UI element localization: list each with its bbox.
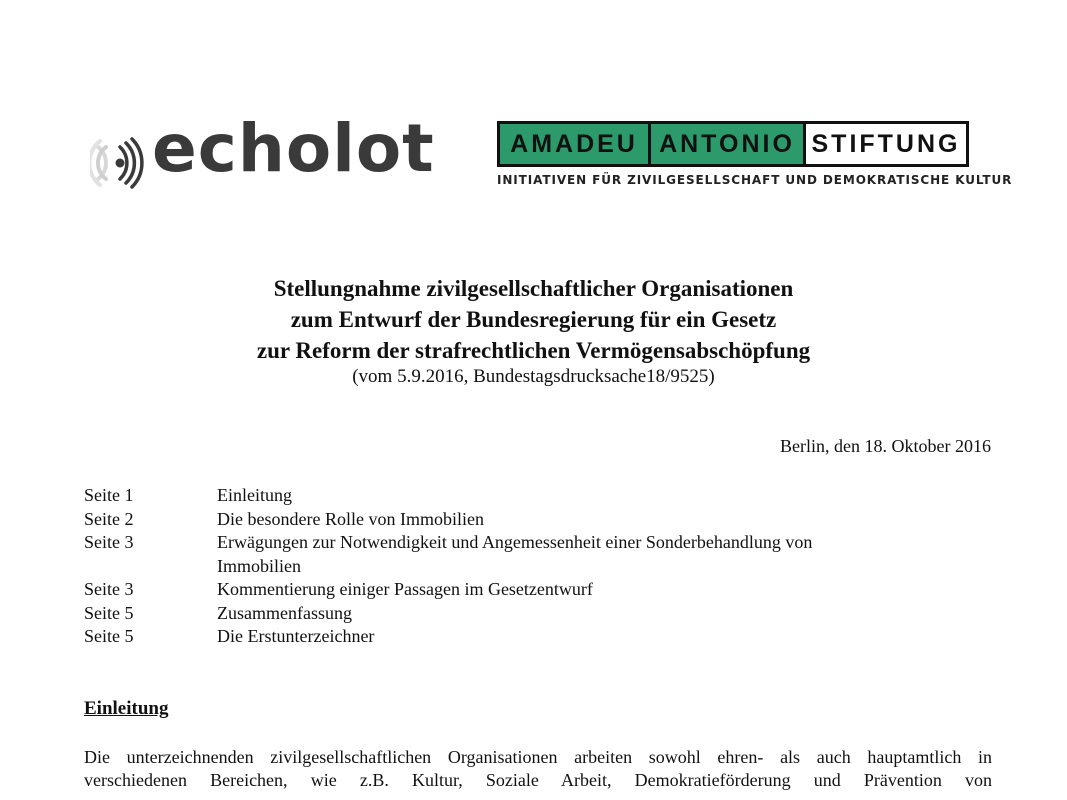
echolot-wordmark: echolot (152, 110, 435, 187)
document-date: Berlin, den 18. Oktober 2016 (780, 436, 991, 456)
toc-row (84, 555, 984, 579)
title-subtitle: (vom 5.9.2016, Bundestagsdrucksache18/9525) (352, 366, 715, 387)
aas-word-antonio: ANTONIO (648, 124, 803, 164)
toc-title: Die besondere Rolle von Immobilien (217, 508, 484, 529)
toc-page: Seite 1 (84, 485, 134, 505)
aas-word-stiftung: STIFTUNG (803, 124, 966, 164)
toc-page: Seite 5 (84, 626, 134, 646)
toc-title: Kommentierung einiger Passagen im Gesetzentwurf (217, 579, 593, 599)
toc-row (84, 578, 984, 602)
section-body (84, 746, 992, 792)
toc-row (84, 531, 984, 555)
toc-page: Seite 2 (84, 508, 134, 529)
toc-title: Erwägungen zur Notwendigkeit und Angemessenheit einer Sonderbehandlung von (217, 532, 813, 552)
title-line-3: zur Reform der strafrechtlichen Vermögensabschöpfung (256, 338, 811, 363)
toc-title: Die Erstunterzeichner (217, 626, 375, 646)
document-title (0, 273, 1067, 388)
toc-title: Zusammenfassung (217, 602, 352, 623)
toc-row (84, 508, 984, 532)
aas-logo-bar (497, 121, 969, 167)
amadeu-antonio-stiftung-logo (497, 121, 1013, 191)
aas-tagline: INITIATIVEN FÜR ZIVILGESELLSCHAFT UND DEMOKRATISCHE KULTUR (497, 173, 1013, 187)
toc-title: Einleitung (217, 485, 292, 505)
sound-waves-icon (90, 133, 150, 193)
title-line-2: zum Entwurf der Bundesregierung für ein Gesetz (290, 307, 777, 332)
toc-page: Seite 3 (84, 579, 134, 599)
aas-word-amadeu: AMADEU (500, 124, 648, 164)
toc-page: Seite 3 (84, 532, 134, 552)
toc-page (84, 555, 217, 579)
title-line-1: Stellungnahme zivilgesellschaftlicher Organisationen (273, 276, 794, 301)
toc-row (84, 625, 984, 649)
section-heading: Einleitung (84, 698, 169, 719)
toc-title: Immobilien (217, 555, 301, 576)
body-line-1: Die unterzeichnenden zivilgesellschaftlichen Organisationen arbeiten sowohl ehren- als auch hauptamtlich in (84, 747, 992, 767)
toc-page: Seite 5 (84, 602, 134, 623)
toc-row (84, 484, 984, 508)
body-line-2: verschiedenen Bereichen, wie z.B. Kultur, Soziale Arbeit, Demokratieförderung und Prävention von (84, 770, 992, 790)
echolot-logo (90, 110, 435, 190)
toc-row (84, 602, 984, 626)
table-of-contents (84, 484, 984, 649)
